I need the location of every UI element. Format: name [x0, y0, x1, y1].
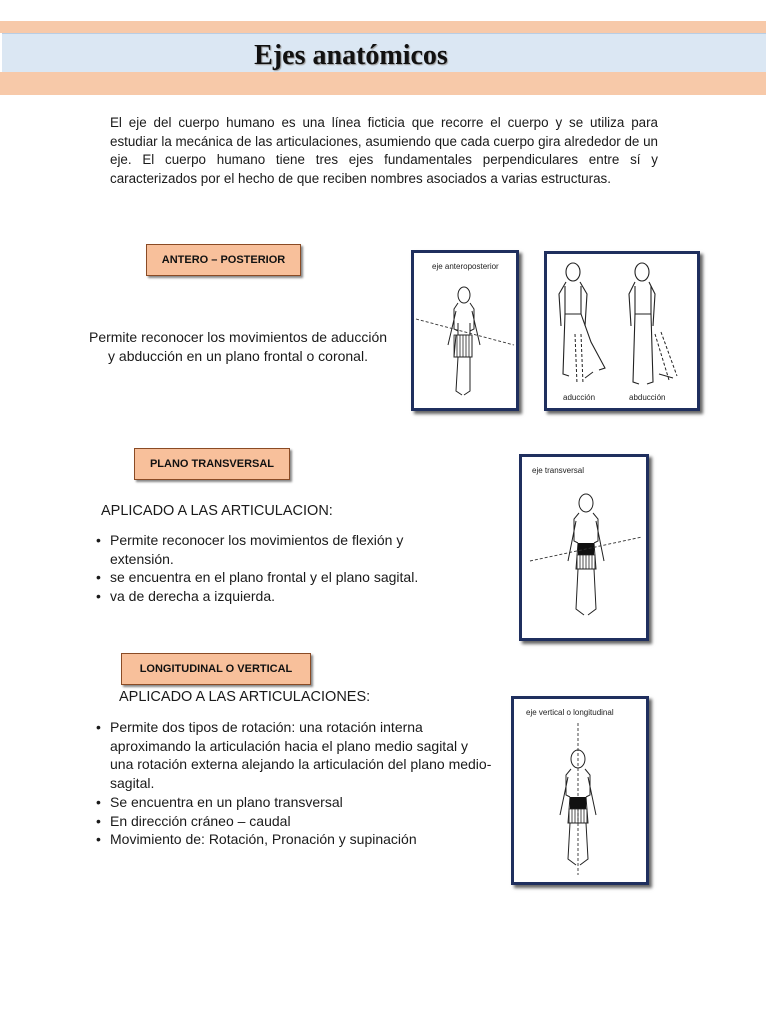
longitudinal-subhead: APLICADO A LAS ARTICULACIONES: [119, 689, 371, 705]
longitudinal-list [96, 718, 492, 849]
figure-anteroposterior-drawing [414, 253, 516, 408]
transversal-subhead: APLICADO A LAS ARTICULACION: [101, 503, 333, 519]
figure-caption: eje vertical o longitudinal [526, 708, 614, 717]
label-longitudinal: LONGITUDINAL O VERTICAL [121, 653, 311, 685]
header-band-bottom [0, 72, 766, 95]
page-title: Ejes anatómicos [254, 40, 448, 71]
list-item: • va de derecha a izquierda. [96, 587, 456, 606]
figure-longitudinal [511, 696, 649, 885]
list-item: • Permite reconocer los movimientos de flexión y extensión. [96, 531, 456, 568]
figure-anteroposterior [411, 250, 519, 411]
figure-aduccion-abduccion [544, 251, 700, 411]
list-item: • Permite dos tipos de rotación: una rotación interna aproximando la articulación hacia el plano medio sagital y una rotación externa alejando la articulación del plano medio-sagital. [96, 718, 492, 793]
figure-transversal-drawing [522, 457, 646, 638]
figure-aduccion-abduccion-drawing [547, 254, 697, 408]
caption-abduccion: abducción [629, 393, 666, 402]
figure-longitudinal-drawing [514, 699, 646, 882]
caption-aduccion: aducción [563, 393, 596, 402]
list-item: • se encuentra en el plano frontal y el plano sagital. [96, 568, 456, 587]
list-item: • En dirección cráneo – caudal [96, 812, 492, 831]
intro-paragraph: El eje del cuerpo humano es una línea ficticia que recorre el cuerpo y se utiliza para estudiar la mecánica de las articulaciones, asumiendo que cada cuerpo gira alrededor de un eje. El cuerpo humano tiene tres ejes fundamentales perpendiculares entre sí y caracterizados por el hecho de que reciben nombres asociados a varias estructuras. [110, 115, 658, 186]
figure-caption: eje transversal [532, 466, 585, 475]
header-band-top [0, 21, 766, 33]
figure-transversal [519, 454, 649, 641]
figure-caption: eje anteroposterior [432, 262, 499, 271]
list-item: • Se encuentra en un plano transversal [96, 793, 492, 812]
list-item: • Movimiento de: Rotación, Pronación y supinación [96, 830, 492, 849]
label-antero-posterior: ANTERO – POSTERIOR [146, 244, 301, 276]
transversal-list [96, 531, 456, 606]
antero-description: Permite reconocer los movimientos de aducción y abducción en un plano frontal o coronal. [88, 329, 388, 364]
label-plano-transversal: PLANO TRANSVERSAL [134, 448, 290, 480]
